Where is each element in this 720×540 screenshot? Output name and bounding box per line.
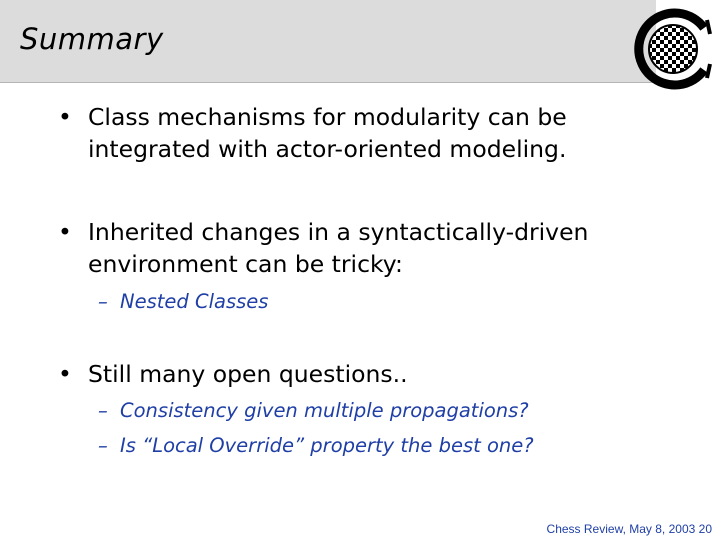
bullet-1-line-2: integrated with actor-oriented modeling. [88,135,567,163]
subitem-marker: – [98,434,108,457]
bullet-2-line-2: environment can be tricky: [88,250,403,278]
bullet-item-3 [58,358,408,390]
chess-c-logo-icon [628,8,714,90]
subitem-text: Consistency given multiple propagations? [120,399,529,422]
subitem-text: Is “Local Override” property the best one? [120,434,534,457]
bullet-1-line-1: Class mechanisms for modularity can be [88,103,567,131]
subitem-consistency [98,398,529,424]
bullet-marker: • [58,360,72,388]
bullet-item-2 [58,216,588,280]
subitem-local-override [98,433,534,459]
bullet-2-line-1: Inherited changes in a syntactically-driven [88,218,589,246]
title-bar [0,0,656,83]
slide-footer [547,522,712,536]
bullet-marker: • [58,103,72,131]
bullet-item-1 [58,101,567,165]
page-number: 20 [698,522,712,536]
footer-text: Chess Review, May 8, 2003 [546,522,696,536]
bullet-marker: • [58,218,72,246]
subitem-marker: – [98,290,108,313]
bullet-3-line-1: Still many open questions.. [88,360,408,388]
subitem-text: Nested Classes [120,290,269,313]
subitem-marker: – [98,399,108,422]
slide-title: Summary [20,22,164,56]
subitem-nested-classes [98,289,268,315]
